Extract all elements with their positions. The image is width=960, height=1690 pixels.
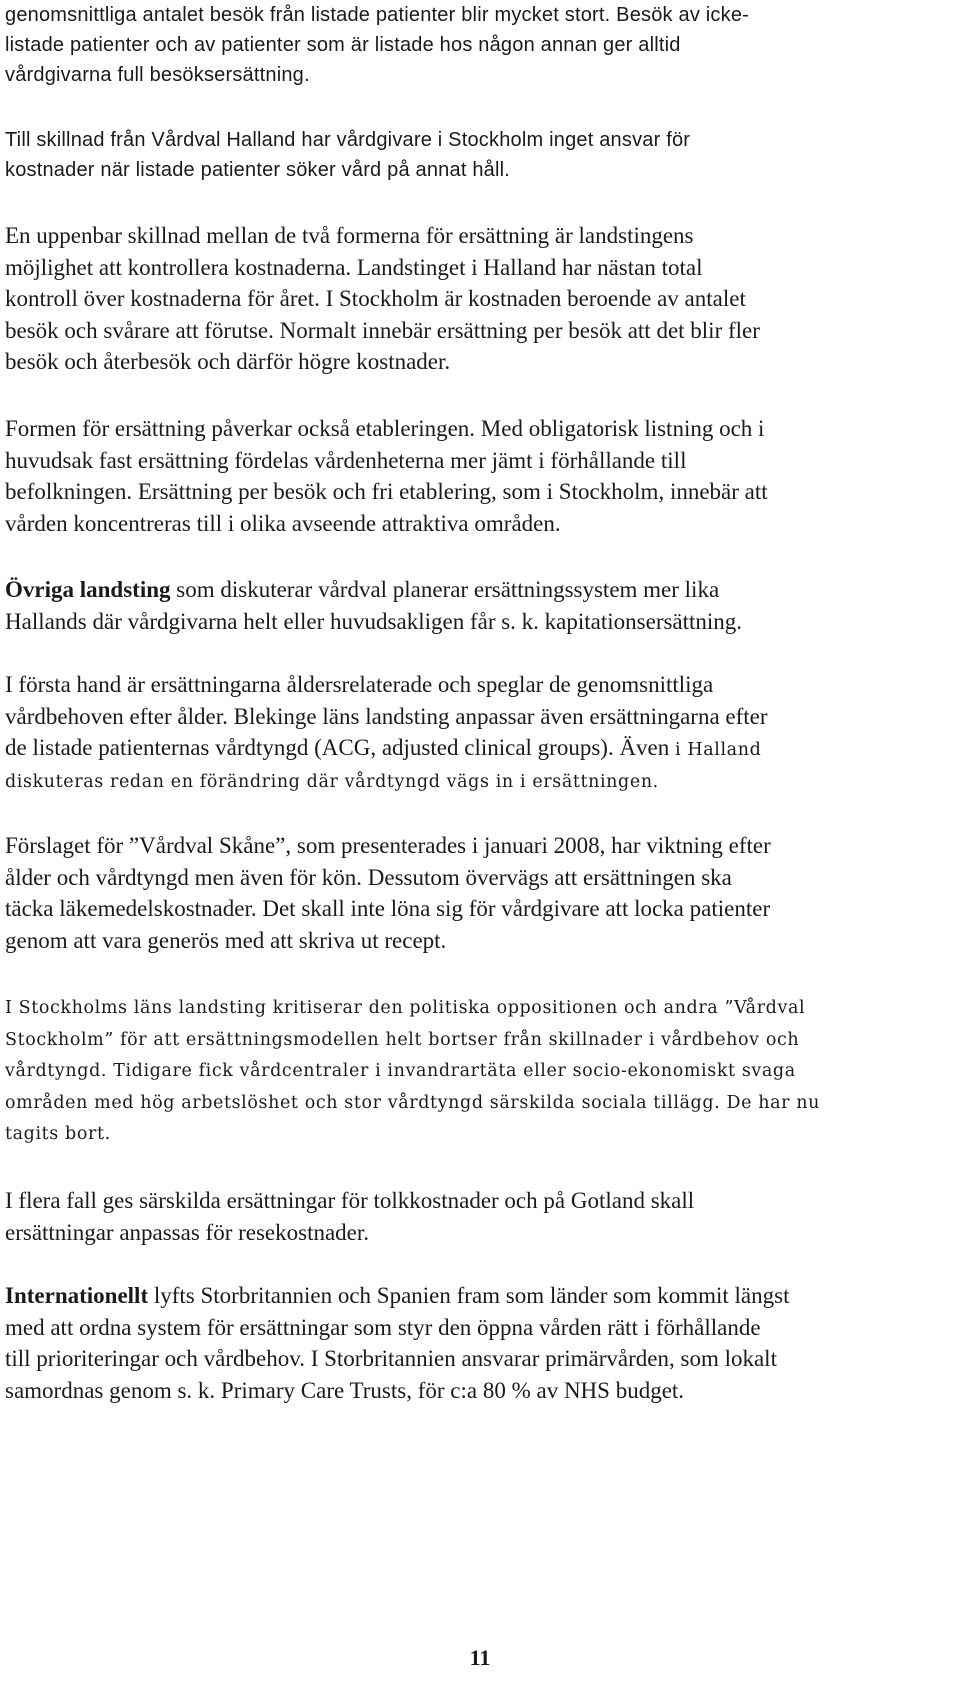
paragraph-other-counties (5, 574, 960, 637)
paragraph-vardval-skane (5, 830, 960, 956)
page-number: 11 (469, 1645, 491, 1670)
text-line: Formen för ersättning påverkar också etableringen. Med obligatorisk listning och i (5, 416, 765, 441)
text-line: Stockholm” för att ersättningsmodellen helt bortser från skillnader i vårdbehov och (5, 1029, 800, 1050)
text-line: områden med hög arbetslöshet och stor vårdtyngd särskilda sociala tillägg. De har nu (5, 1092, 821, 1113)
text-line: genom att vara generös med att skriva ut recept. (5, 927, 447, 953)
text-line: kontroll över kostnaderna för året. I Stockholm är kostnaden beroende av antalet (5, 286, 746, 311)
line-rest: som diskuterar vårdval planerar ersättningssystem mer lika (170, 577, 720, 602)
text-line: vården koncentreras till i olika avseende attraktiva områden. (5, 510, 561, 536)
bold-lead: Internationellt (5, 1283, 149, 1308)
text-line: diskuteras redan en förändring där vårdtyngd vägs in i ersättningen. (5, 771, 659, 792)
text-line: besök och svårare att förutse. Normalt innebär ersättning per besök att det blir fler (5, 317, 760, 343)
text-line: Hallands där vårdgivarna helt eller huvudsakligen får s. k. kapitationsersättning. (5, 608, 743, 634)
text-line: vårdbehoven efter ålder. Blekinge läns landsting anpassar även ersättningarna efter (5, 703, 768, 729)
paragraph-international (5, 1280, 960, 1406)
text-line: genomsnittliga antalet besök från listade patienter blir mycket stort. Besök av icke- (5, 4, 750, 26)
text-line (5, 574, 960, 606)
text-line: Förslaget för ”Vårdval Skåne”, som presenterades i januari 2008, har viktning efter (5, 833, 771, 858)
text-line: Till skillnad från Vårdval Halland har vårdgivare i Stockholm inget ansvar för (5, 129, 691, 151)
bold-lead: Övriga landsting (5, 577, 171, 602)
paragraph-establishment (5, 413, 960, 539)
text-line: möjlighet att kontrollera kostnaderna. Landstinget i Halland har nästan total (5, 254, 703, 280)
line-rest: lyfts Storbritannien och Spanien fram som länder som kommit längst (148, 1283, 790, 1308)
text-line: listade patienter och av patienter som är listade hos någon annan ger alltid (5, 34, 681, 56)
text-line (5, 732, 960, 767)
text-line: kostnader när listade patienter söker vård på annat håll. (5, 159, 511, 181)
text-line: huvudsak fast ersättning fördelas vårdenheterna mer jämt i förhållande till (5, 447, 687, 473)
text-line: I Stockholms läns landsting kritiserar den politiska oppositionen och andra ”Vårdval (5, 998, 806, 1018)
text-line: samordnas genom s. k. Primary Care Trusts, för c:a 80 % av NHS budget. (5, 1377, 685, 1403)
text-line: täcka läkemedelskostnader. Det skall inte löna sig för vårdgivare att locka patienter (5, 896, 771, 921)
line-sans-part: i Halland (675, 740, 762, 760)
paragraph-patient-visits (5, 0, 960, 90)
text-line: till prioriteringar och vårdbehov. I Storbritannien ansvarar primärvården, som lokalt (5, 1346, 777, 1371)
text-line: tagits bort. (5, 1124, 111, 1144)
text-line: ersättningar anpassas för resekostnader. (5, 1219, 370, 1245)
paragraph-cost-control (5, 220, 960, 378)
text-line: befolkningen. Ersättning per besök och fri etablering, som i Stockholm, innebär att (5, 479, 768, 504)
text-line: ålder och vårdtyngd men även för kön. Dessutom övervägs att ersättningen ska (5, 864, 732, 890)
paragraph-age-related (5, 669, 960, 798)
text-line: En uppenbar skillnad mellan de två formerna för ersättning är landstingens (5, 223, 694, 248)
paragraph-stockholm-costs (5, 125, 960, 185)
text-line: I flera fall ges särskilda ersättningar för tolkkostnader och på Gotland skall (5, 1188, 695, 1213)
text-line: besök och återbesök och därför högre kostnader. (5, 349, 451, 374)
text-line: med att ordna system för ersättningar som styr den öppna vården rätt i förhållande (5, 1314, 761, 1340)
text-line: vårdtyngd. Tidigare fick vårdcentraler i invandrartäta eller socio-ekonomiskt svaga (5, 1061, 796, 1081)
line-serif-part: de listade patienternas vårdtyngd (ACG, adjusted clinical groups). Även (5, 735, 676, 760)
paragraph-stockholm-criticism (5, 993, 960, 1151)
text-line: I första hand är ersättningarna åldersrelaterade och speglar de genomsnittliga (5, 672, 714, 697)
text-line: vårdgivarna full besöksersättning. (5, 64, 310, 86)
text-line (5, 1280, 960, 1312)
paragraph-special-compensation (5, 1185, 960, 1248)
